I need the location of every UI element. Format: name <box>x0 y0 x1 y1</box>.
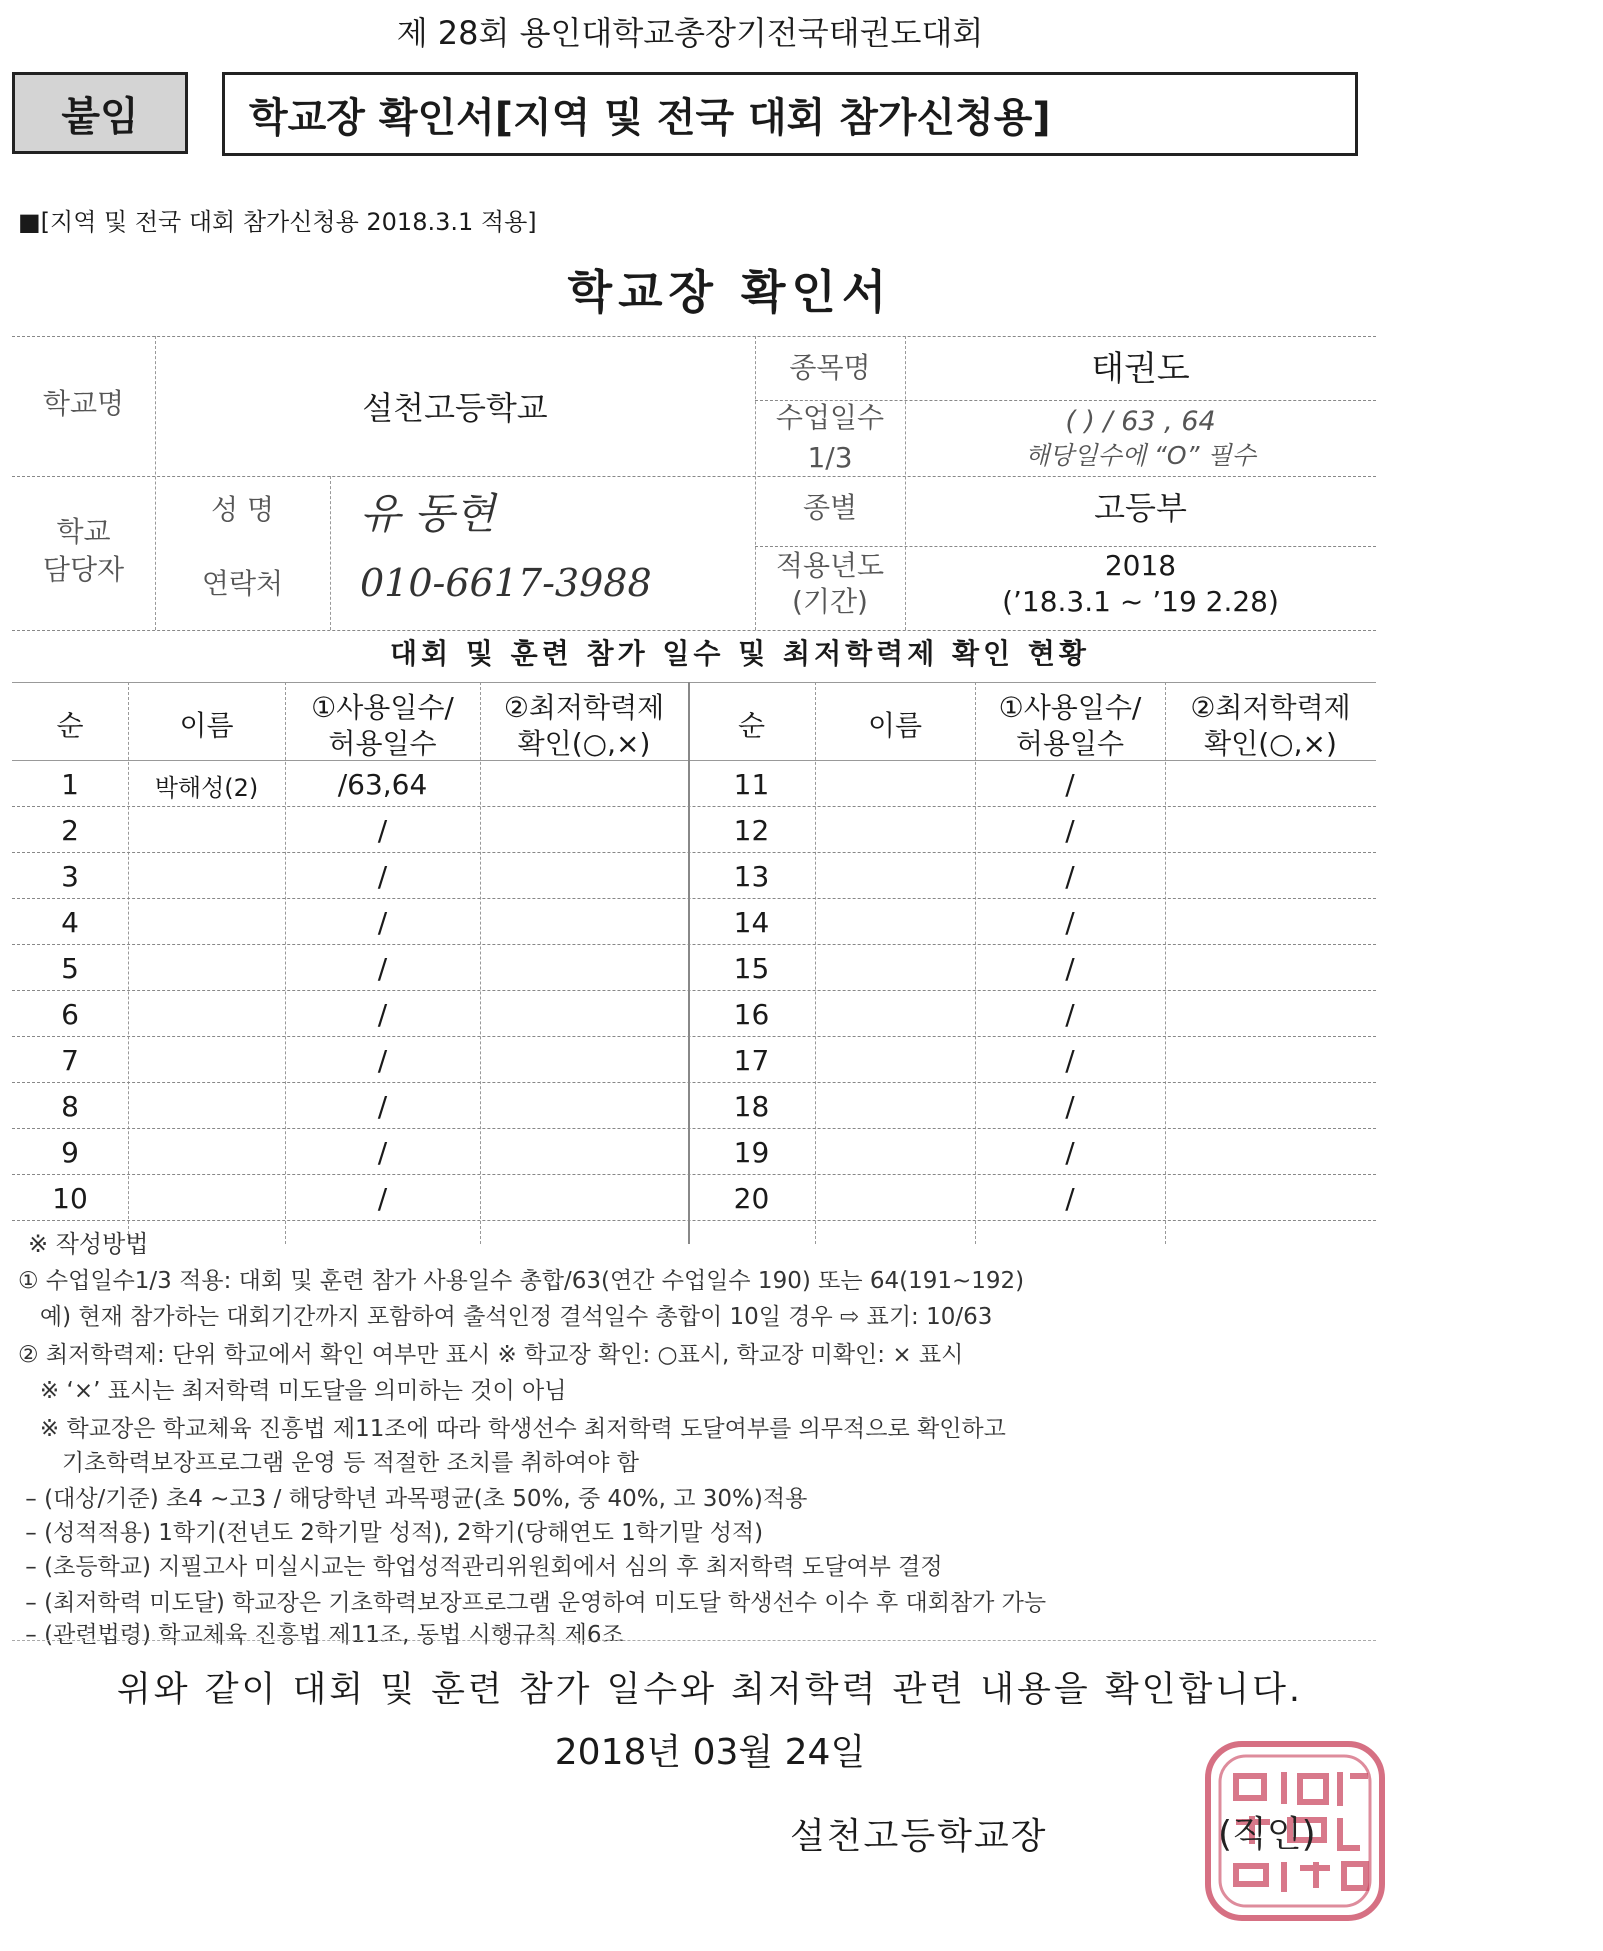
name-value: 유 동현 <box>360 489 496 538</box>
manager-label-2: 담당자 <box>42 553 125 586</box>
attachment-label: 붙임 <box>12 72 188 154</box>
row-no: 5 <box>61 952 79 985</box>
method-line: ※ ‘×’ 표시는 최저학력 미도달을 의미하는 것이 아님 <box>18 1378 567 1404</box>
school-label: 학교명 <box>42 387 125 420</box>
row-days: / <box>1065 1136 1075 1169</box>
classdays-value: ( ) / 63 , 64 <box>1065 406 1216 437</box>
school-value: 설천고등학교 <box>362 389 548 427</box>
row-days: / <box>377 1090 388 1123</box>
row-days: / <box>1065 1182 1075 1215</box>
row-no: 1 <box>61 768 79 801</box>
row-divider <box>12 852 1376 853</box>
year-label-2: (기간) <box>792 585 868 618</box>
row-no: 9 <box>61 1136 79 1169</box>
row-no: 6 <box>61 998 79 1031</box>
method-line: 예) 현재 참가하는 대회기간까지 포함하여 출석인정 결석일수 총합이 10일 경우 ⇨ 표기: 10/63 <box>18 1304 993 1330</box>
year-label-1: 적용년도 <box>775 549 885 582</box>
method-line: ※ 학교장은 학교체육 진흥법 제11조에 따라 학생선수 최저학력 도달여부를 의무적으로 확인하고 <box>18 1416 1006 1442</box>
row-no: 14 <box>733 906 770 939</box>
row-days: / <box>377 1136 388 1169</box>
row-days: / <box>1065 1044 1075 1077</box>
confirmation-text: 위와 같이 대회 및 훈련 참가 일수와 최저학력 관련 내용을 확인합니다. <box>116 1670 1304 1710</box>
row-no: 19 <box>733 1136 770 1169</box>
header-name-right: 이름 <box>867 709 923 742</box>
method-line: – (초등학교) 지필고사 미실시교는 학업성적관리위원회에서 심의 후 최저학력 도달여부 결정 <box>18 1554 943 1580</box>
row-divider <box>12 1174 1376 1175</box>
row-no: 2 <box>61 814 79 847</box>
row-divider <box>12 1128 1376 1129</box>
contact-label: 연락처 <box>201 567 284 600</box>
row-no: 8 <box>61 1090 79 1123</box>
row-days: / <box>377 1044 388 1077</box>
method-line: – (성적적용) 1학기(전년도 2학기말 성적), 2학기(당해연도 1학기말 성적) <box>18 1520 764 1546</box>
method-line: ① 수업일수1/3 적용: 대회 및 훈련 참가 사용일수 총합/63(연간 수업일수 190) 또는 64(191~192) <box>18 1268 1025 1294</box>
row-no: 4 <box>61 906 79 939</box>
row-no: 7 <box>61 1044 79 1077</box>
row-no: 3 <box>61 860 79 893</box>
header-no: 순 <box>56 709 84 742</box>
row-days: / <box>377 998 388 1031</box>
header-days-1-right: ①사용일수/ <box>998 691 1142 724</box>
row-days: / <box>377 1182 388 1215</box>
row-no: 13 <box>733 860 770 893</box>
row-no: 16 <box>733 998 770 1031</box>
row-days: / <box>1065 768 1075 801</box>
row-no: 17 <box>733 1044 770 1077</box>
date-text: 2018년 03월 24일 <box>554 1732 866 1773</box>
row-divider <box>12 1036 1376 1037</box>
category-label: 종별 <box>802 491 858 524</box>
row-days: / <box>377 952 388 985</box>
method-line: – (대상/기준) 초4 ~고3 / 해당학년 과목평균(초 50%, 중 40%, 고 30%)적용 <box>18 1486 808 1512</box>
notice-text: ■[지역 및 전국 대회 참가신청용 2018.3.1 적용] <box>18 208 537 236</box>
row-days: / <box>1065 860 1075 893</box>
row-days: /63,64 <box>337 768 428 801</box>
row-days: / <box>1065 998 1075 1031</box>
manager-label-1: 학교 <box>56 515 111 548</box>
row-days: / <box>1065 952 1075 985</box>
header-academic-1: ②최저학력제 <box>503 691 665 724</box>
classdays-label-1: 수업일수 <box>775 401 885 434</box>
row-divider <box>12 990 1376 991</box>
row-no: 18 <box>733 1090 770 1123</box>
period-value: (’18.3.1 ~ ’19 2.28) <box>1002 585 1279 618</box>
event-title: 제 28회 용인대학교총장기전국태권도대회 <box>396 14 984 52</box>
header-name: 이름 <box>179 709 234 742</box>
row-no: 11 <box>733 768 770 801</box>
row-divider <box>12 898 1376 899</box>
header-academic-2: 확인(○,×) <box>517 727 651 760</box>
row-days: / <box>377 860 388 893</box>
row-days: / <box>1065 814 1075 847</box>
name-label: 성 명 <box>211 493 274 526</box>
form-title <box>222 72 1358 156</box>
classdays-hint: 해당일수에 “O” 필수 <box>1025 441 1256 470</box>
row-days: / <box>377 814 388 847</box>
row-days: / <box>1065 906 1075 939</box>
document-title: 학교장 확인서 <box>567 265 893 319</box>
row-divider <box>12 944 1376 945</box>
row-no: 20 <box>733 1182 770 1215</box>
form-title-text: 학교장 확인서[지역 및 전국 대회 참가신청용] <box>249 94 1051 141</box>
sport-value: 태권도 <box>1091 349 1190 389</box>
row-no: 10 <box>52 1182 88 1215</box>
classdays-label-2: 1/3 <box>807 441 853 474</box>
row-days: / <box>377 906 388 939</box>
method-heading: ※ 작성방법 <box>28 1230 149 1258</box>
row-no: 15 <box>733 952 770 985</box>
seal-label: (직인) <box>1218 1814 1316 1855</box>
header-days-1: ①사용일수/ <box>311 691 454 724</box>
method-line: – (관련법령) 학교체육 진흥법 제11조, 동법 시행규칙 제6조 <box>18 1622 624 1648</box>
method-line: – (최저학력 미도달) 학교장은 기초학력보장프로그램 운영하여 미도달 학생선수 이수 후 대회참가 가능 <box>18 1590 1047 1616</box>
header-days-2-right: 허용일수 <box>1015 727 1125 760</box>
row-divider <box>12 806 1376 807</box>
header-academic-1-right: ②최저학력제 <box>1190 691 1351 724</box>
method-line: ② 최저학력제: 단위 학교에서 확인 여부만 표시 ※ 학교장 확인: ○표시, 학교장 미확인: × 표시 <box>18 1342 964 1368</box>
row-divider <box>12 1220 1376 1221</box>
sport-label: 종목명 <box>789 351 871 384</box>
contact-value: 010-6617-3988 <box>360 561 652 605</box>
year-value: 2018 <box>1104 549 1177 582</box>
row-name: 박해성(2) <box>154 774 259 802</box>
category-value: 고등부 <box>1094 489 1187 527</box>
row-days: / <box>1065 1090 1075 1123</box>
row-divider <box>12 1082 1376 1083</box>
row-no: 12 <box>733 814 770 847</box>
method-line: 기초학력보장프로그램 운영 등 적절한 조치를 취하여야 함 <box>18 1450 639 1476</box>
header-days-2: 허용일수 <box>328 727 437 760</box>
header-no-right: 순 <box>737 709 766 742</box>
header-academic-2-right: 확인(○,×) <box>1204 727 1337 760</box>
principal-name: 설천고등학교장 <box>790 1816 1048 1857</box>
table-subtitle: 대회 및 훈련 참가 일수 및 최저학력제 확인 현황 <box>390 637 1090 670</box>
